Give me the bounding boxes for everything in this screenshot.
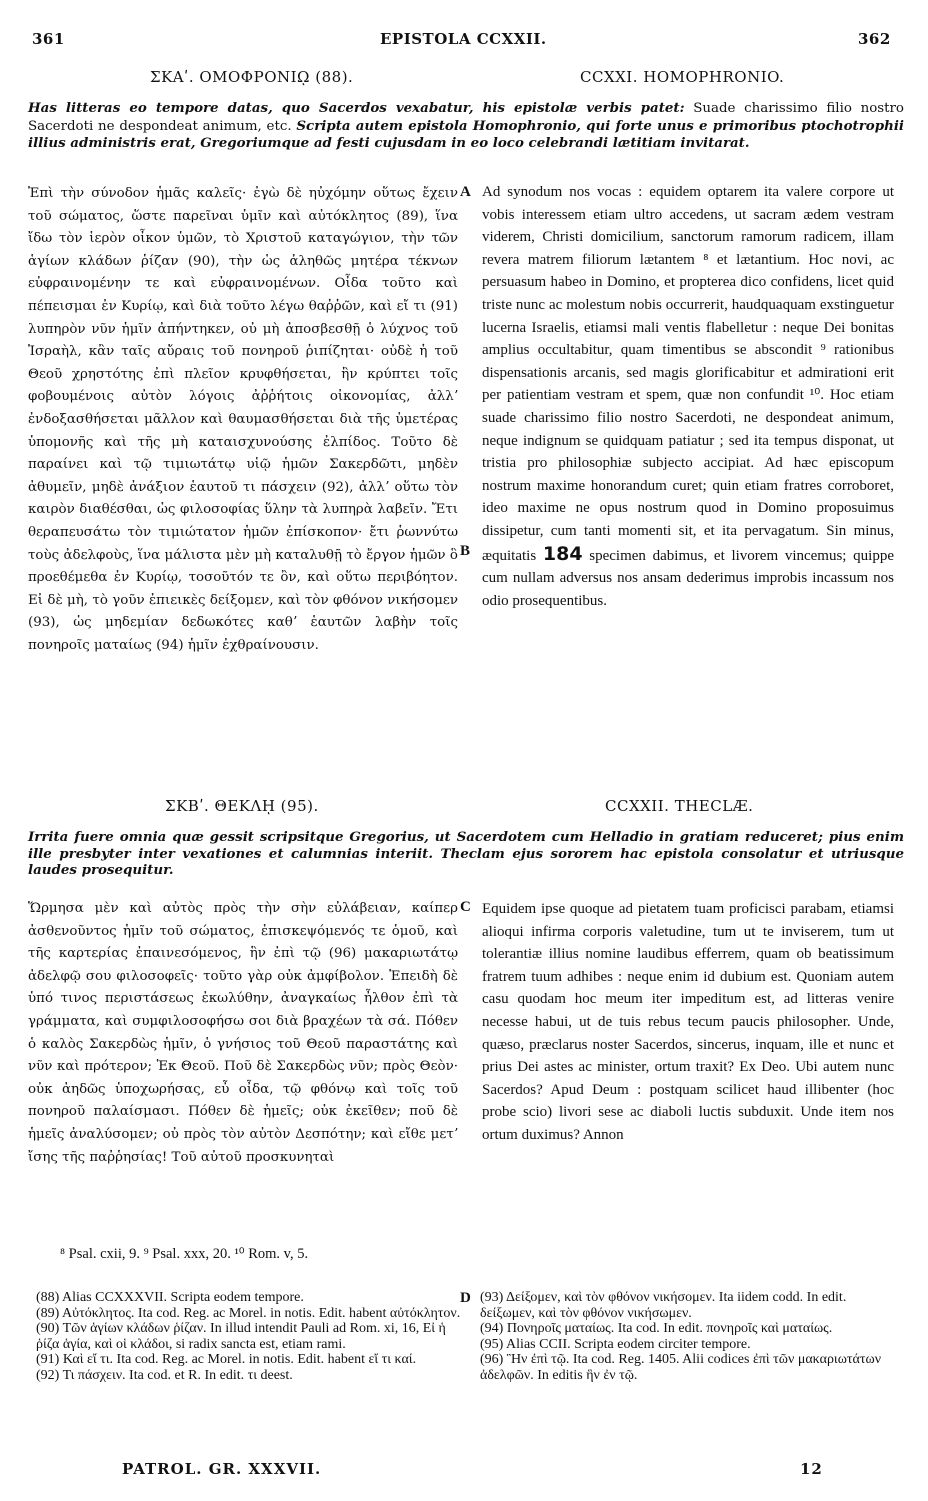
- latin-column-222: [482, 898, 894, 1147]
- footnote: (96) Ἣν ἐπὶ τῷ. Ita cod. Reg. 1405. Alii codices ἐπὶ τῶν μακαριωτάτων ἀδελφῶν. In editis ἣν ἐν τῷ.: [480, 1352, 882, 1383]
- summary-221-quote: Suade charissimo filio nostro Sacerdoti ne despondeat animum, etc.: [28, 101, 904, 134]
- margin-letter-b: B: [460, 543, 471, 559]
- latin-text-221-end: specimen dabimus, et livorem vincemus; quippe cum nullam adversus nos ansam dederimus improbis incassum nos odio prosequentibus.: [482, 547, 895, 609]
- latin-title-221: CCXXI. HOMOPHRONIO.: [580, 68, 785, 86]
- summary-221: [28, 100, 904, 152]
- greek-title-222: ΣΚΒʹ. ΘΕΚΛῌ (95).: [165, 797, 319, 815]
- footnotes-right: [480, 1290, 898, 1384]
- greek-text-222: Ὥρμησα μὲν καὶ αὐτὸς πρὸς τὴν σὴν εὐλάβειαν, καίπερ ἀσθενοῦντος ἡμῖν τοῦ σώματος, ἐπισκεψόμενός τε ὁμοῦ, καὶ τῆς καρτερίας ἐπαινεσόμενος, ἣν ἐπὶ τῷ (96) μακαριωτάτῳ ἀδελφῷ σου φιλοσοφεῖς· τοῦτο γὰρ οὐκ ἀμφίβολον. Ἐπειδὴ δὲ ὑπό τινος περιστάσεως ἐκωλύθην, ἀναγκαίως ἦλθον ἐπὶ τὰ γράμματα, καὶ συμφιλοσοφήσω σοι διὰ βραχέων τὰ σά. Πόθεν ὁ καλὸς Σακερδὼς ἡμῖν, ὁ γνήσιος τοῦ Θεοῦ παραστάτης καὶ νῦν καὶ πρότερον; Ἐκ Θεοῦ. Ποῦ δὲ Σακερδὼς νῦν; πρὸς Θεὸν· οὐκ ἀηδῶς ὑποχωρήσας, εὖ οἶδα, τῷ φθόνῳ καὶ τοῖς τοῦ πονηροῦ παλαίσμασι. Πόθεν δὲ ἡμεῖς; οὐκ ἐκεῖθεν; ποῦ δὲ ἡμεῖς ἀναλύσομεν; οὐ πρὸς τὸν αὐτὸν Δεσπότην; καὶ εἴθε μετʼ ἴσης τῆς παῤῥησίας! Τοῦ αὐτοῦ προσκυνηταὶ: [28, 901, 458, 1165]
- page-number-left: 361: [32, 30, 65, 48]
- summary-221-part1: Has litteras eo tempore datas, quo Sacerdos vexabatur, his epistolæ verbis patet:: [28, 100, 685, 116]
- footnote: (94) Πονηροῖς ματαίως. Ita cod. In edit. πονηροῖς καὶ ματαίως.: [480, 1321, 833, 1337]
- margin-letter-a: A: [460, 184, 471, 200]
- footnote: (90) Τῶν ἁγίων κλάδων ῥίζαν. In illud intendit Pauli ad Rom. xi, 16, Εἰ ἡ ῥίζα ἁγία, καὶ οἱ κλάδοι, si radix sancta est, etiam rami.: [36, 1321, 446, 1352]
- summary-222: Irrita fuere omnia quæ gessit scripsitque Gregorius, ut Sacerdotem cum Helladio in gratiam reduceret; pius enim ille presbyter inter vexationes et calumnias interiit. Theclam ejus sororem hac epistola consolatur et utriusque laudes prosequitur.: [28, 829, 904, 878]
- greek-text-221: Ἐπὶ τὴν σύνοδον ἡμᾶς καλεῖς· ἐγὼ δὲ ηὐχόμην οὕτως ἔχειν τοῦ σώματος, ὥστε παρεῖναι ὑμῖν καὶ αὐτόκλητος (89), ἵνα ἴδω τὸν ἱερὸν οἶκον ὑμῶν, τὸ Χριστοῦ καταγώγιον, τὴν τῶν ἁγίων κλάδων ῥίζαν (90), τὴν ὡς ἀληθῶς μητέρα τέκνων εὐφραινομένην τε καὶ εὐφραινομένων. Οἶδα τοῦτο καὶ πέπεισμαι ἐν Κυρίῳ, καὶ διὰ τοῦτο λέγω θαῤῥῶν, καὶ εἴ τι (91) λυπηρὸν νῦν ἡμῖν ἀπήντηκεν, οὐ μὴ ἀποσβεσθῇ ὁ λύχνος τοῦ Ἰσραὴλ, κἂν ταῖς αὔραις τοῦ πονηροῦ ῥιπίζηται· οὐδὲ ἡ τοῦ Θεοῦ χρηστότης ἐπὶ πλεῖον κρυφθήσεται, ἣν κρύπτει τοῖς φοβουμένοις αὐτὸν λόγοις ἀῤῥήτοις οἰκονομίας, ἀλλʼ ἐνδοξασθήσεται μᾶλλον καὶ θαυμασθήσεται διὰ τῆς ὑμετέρας ὑπομονῆς καὶ τῆς μὴ καταισχυνούσης ἐλπίδος. Τοῦτο δὲ παραίνει καὶ τῷ τιμιωτάτῳ υἱῷ ἡμῶν Σακερδῶτι, μηδὲν ἀθυμεῖν, μηδὲ ἀνάξιον ἑαυτοῦ τι πάσχειν (92), ἀλλʼ οὕτω τὸν καιρὸν διαθέσθαι, ὡς φιλοσοφίας ὕλην τὰ λυπηρὰ λαβεῖν. Ἔτι θεραπευσάτω τὸν τιμιώτατον ἡμῶν ἐπίσκοπον· ἔτι ῥωννύτω τοὺς ἀδελφοὺς, ἵνα μάλιστα μὲν μὴ καταλυθῇ τὸ ἔργον ἡμῶν ὃ προεθέμεθα ἐν Κυρίῳ, τοσοῦτόν τε ὂν, καὶ οὕτω περιβόητον. Εἰ δὲ μὴ, τὸ γοῦν ἐπιεικὲς δείξομεν, καὶ τὸν φθόνον νικήσομεν (93), ὡς μηδεμίαν δεδωκότες καθʼ ἑαυτῶν λαβὴν τοῖς πονηροῖς ματαίως (94) ἡμῖν ἐχθραίνουσιν.: [28, 186, 458, 653]
- greek-column-222: [28, 898, 458, 1169]
- footnote: (89) Αὐτόκλητος. Ita cod. Reg. ac Morel. in notis. Edit. habent αὐτόκλητον.: [36, 1305, 461, 1321]
- latin-title-222: CCXXII. THECLÆ.: [605, 797, 754, 815]
- margin-letter-c: C: [460, 899, 471, 915]
- sheet-number: 12: [800, 1460, 823, 1478]
- greek-title-221: ΣΚΑʹ. ΟΜΟΦΡΟΝΙῼ (88).: [150, 68, 354, 86]
- greek-column-221: [28, 183, 458, 657]
- footnotes-left: [36, 1290, 466, 1384]
- volume-footer: PATROL. GR. XXXVII.: [122, 1460, 322, 1478]
- column-marker-184: 184: [542, 542, 583, 565]
- footnote: (93) Δείξομεν, καὶ τὸν φθόνον νικήσομεν. Ita iidem codd. In edit. δείξωμεν, καὶ τὸν φθόνον νικήσωμεν.: [480, 1290, 847, 1321]
- footnote: (95) Alias CCII. Scripta eodem circiter tempore.: [480, 1336, 751, 1352]
- latin-text-221-start: Ad synodum nos vocas : equidem optarem ita valere corpore ut vobis interessem etiam ultro accedens, ut sacram ædem vestram viderem, Christi domicilium, sanctorum ramorum radicem, illam revera matrem filiorum lætantem ⁸ et lætantium. Hoc novi, ac persuasum habeo in Domino, et propterea dico confidens, licet quid triste nunc ac molestum nobis occurrerit, haudquaquam exstinguetur lucerna Israelis, etiamsi mali ventis flabelletur : neque Dei bonitas amplius occultabitur, quam timentibus se abscondit ⁹ rationibus dispensationis arcanis, sed magis glorificabitur et admirationi erit per patientiam vestram et spem, quæ non confundit ¹⁰. Hoc etiam suade charissimo filio nostro Sacerdoti, ne despondeat animum, neque indignum se quidquam patiatur ; sed ita tempus disponat, ut tristia pro philosophiæ subjecto accipiat. Ad hæc episcopum nostrum maxime honorandum curet; quin etiam fratres corroboret, ideo maxime ne opus nostrum quod in Domino proposuimus dissipetur, cum tanti momenti sit, et ita pervagatum. Sin minus, æquitatis: [482, 184, 894, 564]
- running-title: EPISTOLA CCXXII.: [380, 30, 547, 48]
- page-number-right: 362: [858, 30, 891, 48]
- footnote: (91) Καὶ εἴ τι. Ita cod. Reg. ac Morel. in notis. Edit. habent εἴ τι καί.: [36, 1352, 417, 1368]
- margin-letter-d: D: [460, 1290, 471, 1306]
- latin-column-221: [482, 181, 894, 612]
- footnote: (92) Τι πάσχειν. Ita cod. et R. In edit. τι deest.: [36, 1367, 293, 1383]
- scripture-references: ⁸ Psal. cxii, 9. ⁹ Psal. xxx, 20. ¹⁰ Rom. v, 5.: [60, 1246, 309, 1262]
- summary-221-part2: Scripta autem epistola Homophronio, qui forte unus e primoribus ptochotrophii illius administris erat, Gregoriumque ad festi cujusdam in eo loco celebrandi lætitiam invitarat.: [28, 117, 904, 151]
- latin-text-222: Equidem ipse quoque ad pietatem tuam proficisci parabam, etiamsi alioqui infirma corporis valetudine, tum ut te inviserem, tum ut tolerantiæ illius nomine laudibus efferrem, quam ob beatissimum fratrem tuum adhibes : neque enim id dubium est. Quoniam autem casu quodam hoc meum iter impeditum est, ad litteras venire necesse habui, ut de tuis rebus tecum paucis philosopher. Unde, quæso, præclarus noster Sacerdos, sincerus, inquam, ille et nunc et prius Dei astes ac minister, ortum traxit? Ex Deo. Ubi autem nunc Sacerdos? Apud Deum : postquam scilicet haud illibenter (hoc probe scio) livori sese ac diaboli luctis subduxit. Unde item nos ortum duximus? Annon: [482, 901, 894, 1143]
- latin-text-221: [482, 181, 894, 612]
- footnote: (88) Alias CCXXXVII. Scripta eodem tempore.: [36, 1290, 304, 1305]
